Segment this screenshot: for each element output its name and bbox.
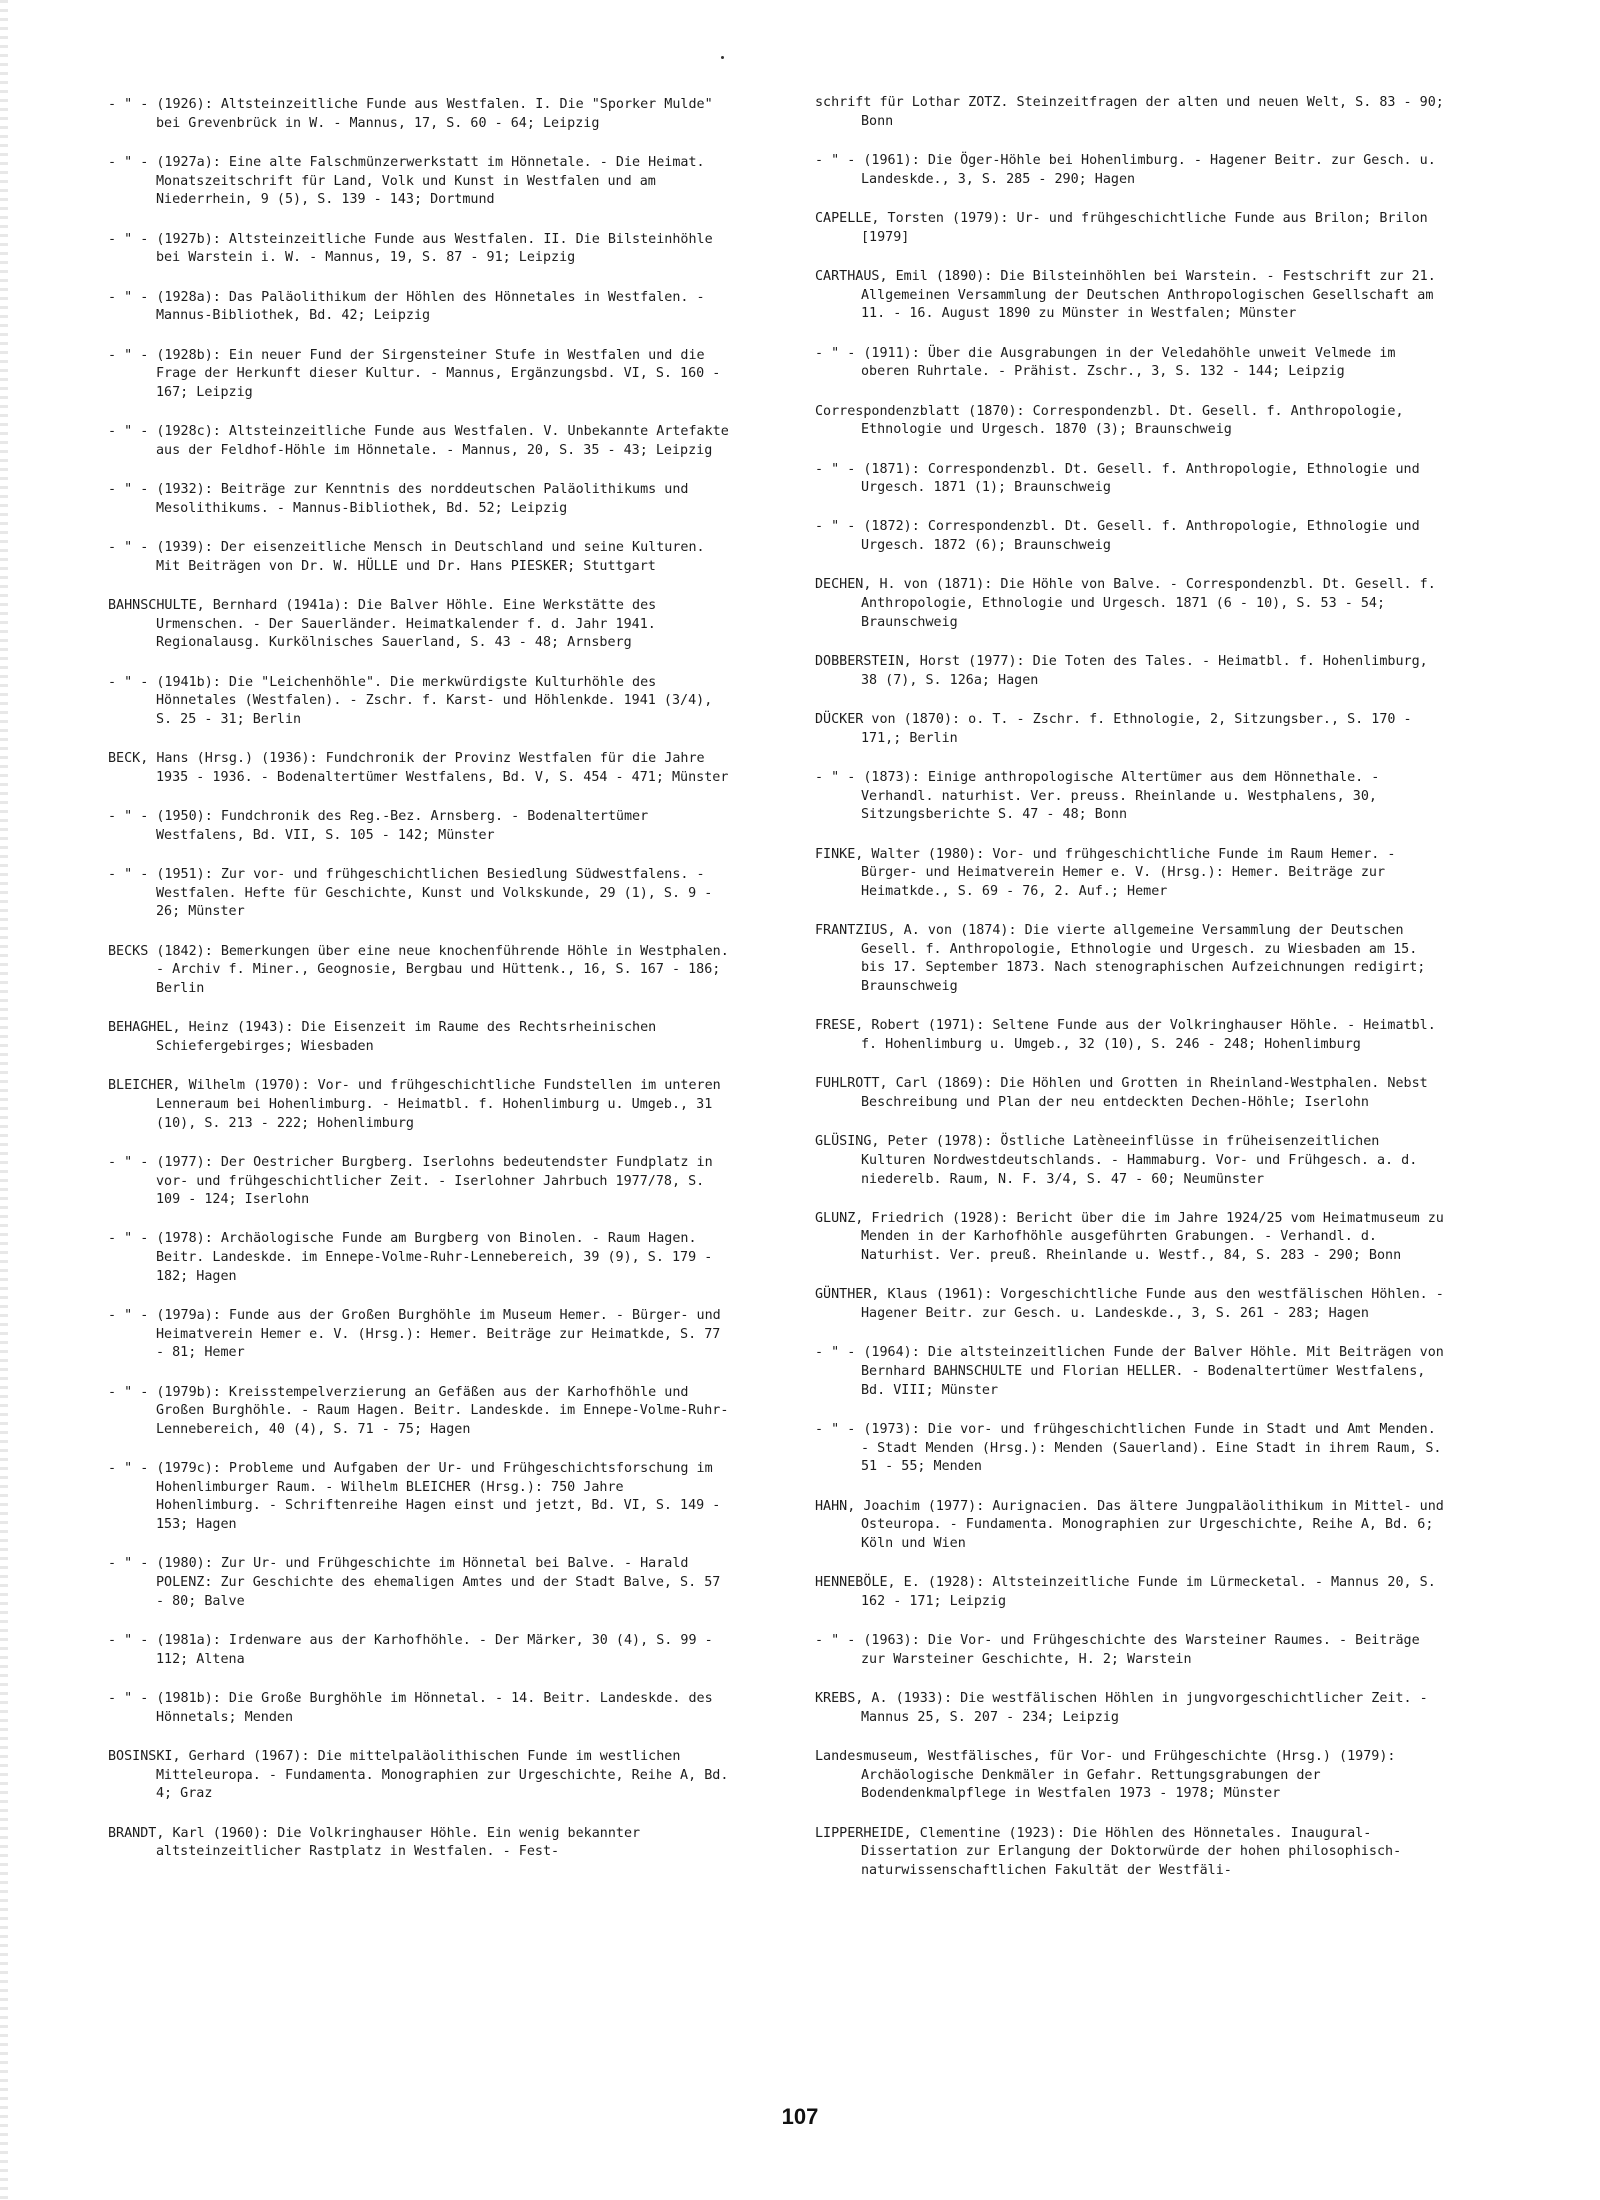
bibliography-entry: DECHEN, H. von (1871): Die Höhle von Balve. - Correspondenzbl. Dt. Gesell. f. Anthropologie, Ethnologie und Urgesch. 1871 (6 - 10), S. 53 - 54; Braunschweig	[815, 577, 1444, 630]
bibliography-entry: - " - (1927a): Eine alte Falschmünzerwerkstatt im Hönnetale. - Die Heimat. Monatszeitschrift für Land, Volk und Kunst in Westfalen und am Niederrhein, 9 (5), S. 139 - 143; Dortmund	[108, 154, 713, 208]
bibliography-entry: - " - (1973): Die vor- und frühgeschichtlichen Funde in Stadt und Amt Menden. - Stadt Menden (Hrsg.): Menden (Sauerland). Eine Stadt in ihrem Raum, S. 51 - 55; Menden	[815, 1422, 1450, 1475]
bibliography-entry: - " - (1981b): Die Große Burghöhle im Hönnetal. - 14. Beitr. Landeskde. des Hönnetals; Menden	[108, 1690, 721, 1725]
bibliography-entry: - " - (1979c): Probleme und Aufgaben der Ur- und Frühgeschichtsforschung im Hohenlimburger Raum. - Wilhelm BLEICHER (Hrsg.): 750 Jahre Hohenlimburg. - Schriftenreihe Hagen einst und jetzt, Bd. VI, S. 149 - 153; Hagen	[108, 1461, 729, 1532]
bibliography-entry: - " - (1932): Beiträge zur Kenntnis des norddeutschen Paläolithikums und Mesolithikums. - Mannus-Bibliothek, Bd. 52; Leipzig	[108, 482, 697, 516]
bibliography-entry: - " - (1964): Die altsteinzeitlichen Funde der Balver Höhle. Mit Beiträgen von Bernhard BAHNSCHULTE und Florian HELLER. - Bodenaltertümer Westfalens, Bd. VIII; Münster	[815, 1345, 1452, 1398]
bibliography-entry: - " - (1939): Der eisenzeitliche Mensch in Deutschland und seine Kulturen. Mit Beiträgen von Dr. W. HÜLLE und Dr. Hans PIESKER; Stuttgart	[108, 540, 713, 574]
bibliography-entry: - " - (1941b): Die "Leichenhöhle". Die merkwürdigste Kulturhöhle des Hönnetales (Westfalen). - Zschr. f. Karst- und Höhlenkde. 1941 (3/4), S. 25 - 31; Berlin	[108, 674, 721, 727]
bibliography-entry: - " - (1871): Correspondenzbl. Dt. Gesell. f. Anthropologie, Ethnologie und Urgesch. 1871 (1); Braunschweig	[815, 461, 1428, 496]
bibliography-entry: - " - (1963): Die Vor- und Frühgeschichte des Warsteiner Raumes. - Beiträge zur Warsteiner Geschichte, H. 2; Warstein	[815, 1633, 1428, 1667]
bibliography-entry: DÜCKER von (1870): o. T. - Zschr. f. Ethnologie, 2, Sitzungsber., S. 170 - 171,; Berlin	[815, 712, 1420, 746]
bibliography-entry: - " - (1951): Zur vor- und frühgeschichtlichen Besiedlung Südwestfalens. - Westfalen. Hefte für Geschichte, Kunst und Volkskunde, 29 (1), S. 9 - 26; Münster	[108, 867, 721, 920]
bibliography-entry: - " - (1928c): Altsteinzeitliche Funde aus Westfalen. V. Unbekannte Artefakte aus der Feldhof-Höhle im Hönnetale. - Mannus, 20, S. 35 - 43; Leipzig	[108, 424, 737, 458]
page-number: 107	[781, 2104, 819, 2129]
bibliography-entry: Landesmuseum, Westfälisches, für Vor- und Frühgeschichte (Hrsg.) (1979): Archäologische Denkmäler in Gefahr. Rettungsgrabungen der Bodendenkmalpflege in Westfalen 1973 - 1978; Münster	[815, 1749, 1404, 1802]
bibliography-entry: Correspondenzblatt (1870): Correspondenzbl. Dt. Gesell. f. Anthropologie, Ethnologie und Urgesch. 1870 (3); Braunschweig	[815, 403, 1412, 438]
bibliography-entry: - " - (1927b): Altsteinzeitliche Funde aus Westfalen. II. Die Bilsteinhöhle bei Warstein i. W. - Mannus, 19, S. 87 - 91; Leipzig	[108, 231, 721, 266]
bibliography-entry: - " - (1926): Altsteinzeitliche Funde aus Westfalen. I. Die "Sporker Mulde" bei Grevenbrück in W. - Mannus, 17, S. 60 - 64; Leipzig	[108, 97, 721, 131]
bibliography-entry: BAHNSCHULTE, Bernhard (1941a): Die Balver Höhle. Eine Werkstätte des Urmenschen. - Der Sauerländer. Heimatkalender f. d. Jahr 1941. Regionalausg. Kurkölnisches Sauerland, S. 43 - 48; Arnsberg	[108, 598, 665, 651]
bibliography-entry: CAPELLE, Torsten (1979): Ur- und frühgeschichtliche Funde aus Brilon; Brilon [1979]	[815, 210, 1436, 245]
bibliography-entry: - " - (1981a): Irdenware aus der Karhofhöhle. - Der Märker, 30 (4), S. 99 - 112; Altena	[108, 1632, 721, 1667]
bibliography-entry: - " - (1978): Archäologische Funde am Burgberg von Binolen. - Raum Hagen. Beitr. Landeskde. im Ennepe-Volme-Ruhr-Lennebereich, 39 (9), S. 179 - 182; Hagen	[108, 1231, 721, 1284]
bibliography-entry: BECK, Hans (Hrsg.) (1936): Fundchronik der Provinz Westfalen für die Jahre 1935 - 1936. - Bodenaltertümer Westfalens, Bd. V, S. 454 - 471; Münster	[108, 751, 729, 785]
bibliography-entry: BRANDT, Karl (1960): Die Volkringhauser Höhle. Ein wenig bekannter altsteinzeitlicher Rastplatz in Westfalen. - Fest-	[108, 1825, 649, 1860]
bibliography-entry: LIPPERHEIDE, Clementine (1923): Die Höhlen des Hönnetales. Inaugural-Dissertation zur Erlangung der Doktorwürde der hohen philosophisch-naturwissenschaftlichen Fakultät der Westfäli-	[815, 1825, 1402, 1878]
bibliography-entry: DOBBERSTEIN, Horst (1977): Die Toten des Tales. - Heimatbl. f. Hohenlimburg, 38 (7), S. 126a; Hagen	[815, 654, 1436, 688]
bibliography-entry: - " - (1873): Einige anthropologische Altertümer aus dem Hönnethale. - Verhandl. naturhist. Ver. preuss. Rheinlande u. Westphalens, 30, Sitzungsberichte S. 47 - 48; Bonn	[815, 770, 1388, 823]
bibliography-entry: GLÜSING, Peter (1978): Östliche Latèneeinflüsse in früheisenzeitlichen Kulturen Nordwestdeutschlands. - Hammaburg. Vor- und Frühgesch. a. d. niederelb. Raum, N. F. 3/4, S. 47 - 60; Neumünster	[815, 1134, 1426, 1187]
bibliography-entry: - " - (1928b): Ein neuer Fund der Sirgensteiner Stufe in Westfalen und die Frage der Herkunft dieser Kultur. - Mannus, Ergänzungsbd. VI, S. 160 - 167; Leipzig	[108, 347, 729, 400]
bibliography-entry: FRANTZIUS, A. von (1874): Die vierte allgemeine Versammlung der Deutschen Gesell. f. Anthropologie, Ethnologie und Urgesch. zu Wiesbaden am 15. bis 17. September 1873. Nach stenographischen Aufzeichnungen redigirt; Braunschweig	[815, 923, 1434, 994]
bibliography-entry: - " - (1977): Der Oestricher Burgberg. Iserlohns bedeutendster Fundplatz in vor- und frühgeschichtlicher Zeit. - Iserlohner Jahrbuch 1977/78, S. 109 - 124; Iserlohn	[108, 1154, 721, 1208]
bibliography-entry: GLUNZ, Friedrich (1928): Bericht über die im Jahre 1924/25 vom Heimatmuseum zu Menden in der Karhofhöhle ausgeführten Grabungen. - Verhandl. d. Naturhist. Ver. preuß. Rheinlande u. Westf., 84, S. 283 - 290; Bonn	[815, 1210, 1452, 1264]
bibliography-entry: - " - (1911): Über die Ausgrabungen in der Veledahöhle unweit Velmede im oberen Ruhrtale. - Prähist. Zschr., 3, S. 132 - 144; Leipzig	[815, 345, 1404, 380]
bibliography-entry: schrift für Lothar ZOTZ. Steinzeitfragen der alten und neuen Welt, S. 83 - 90; Bonn	[815, 95, 1452, 129]
scan-speck	[721, 56, 724, 59]
bibliography-entry: - " - (1872): Correspondenzbl. Dt. Gesell. f. Anthropologie, Ethnologie und Urgesch. 1872 (6); Braunschweig	[815, 519, 1428, 554]
bibliography-entry: BECKS (1842): Bemerkungen über eine neue knochenführende Höhle in Westphalen. - Archiv f. Miner., Geognosie, Bergbau und Hüttenk., 16, S. 167 - 186; Berlin	[108, 943, 737, 996]
bibliography-column-right	[815, 94, 1452, 1901]
bibliography-entry: GÜNTHER, Klaus (1961): Vorgeschichtliche Funde aus den westfälischen Höhlen. - Hagener Beitr. zur Gesch. u. Landeskde., 3, S. 261 - 283; Hagen	[815, 1287, 1452, 1322]
bibliography-entry: - " - (1961): Die Öger-Höhle bei Hohenlimburg. - Hagener Beitr. zur Gesch. u. Landeskde., 3, S. 285 - 290; Hagen	[815, 152, 1444, 187]
bibliography-entry: - " - (1979a): Funde aus der Großen Burghöhle im Museum Hemer. - Bürger- und Heimatverein Hemer e. V. (Hrsg.): Hemer. Beiträge zur Heimatkde, S. 77 - 81; Hemer	[108, 1308, 729, 1361]
bibliography-entry: FINKE, Walter (1980): Vor- und frühgeschichtliche Funde im Raum Hemer. - Bürger- und Heimatverein Hemer e. V. (Hrsg.): Hemer. Beiträge zur Heimatkde., S. 69 - 76, 2. Auf.; Hemer	[815, 846, 1404, 899]
bibliography-entry: KREBS, A. (1933): Die westfälischen Höhlen in jungvorgeschichtlicher Zeit. - Mannus 25, S. 207 - 234; Leipzig	[815, 1691, 1436, 1725]
bibliography-entry: BLEICHER, Wilhelm (1970): Vor- und frühgeschichtliche Fundstellen im unteren Lenneraum bei Hohenlimburg. - Heimatbl. f. Hohenlimburg u. Umgeb., 31 (10), S. 213 - 222; Hohenlimburg	[108, 1078, 729, 1131]
bibliography-entry: - " - (1928a): Das Paläolithikum der Höhlen des Hönnetales in Westfalen. - Mannus-Bibliothek, Bd. 42; Leipzig	[108, 289, 713, 324]
bibliography-entry: CARTHAUS, Emil (1890): Die Bilsteinhöhlen bei Warstein. - Festschrift zur 21. Allgemeinen Versammlung der Deutschen Anthropologischen Gesellschaft am 11. - 16. August 1890 zu Münster in Westfalen; Münster	[815, 268, 1444, 322]
bibliography-entry: HAHN, Joachim (1977): Aurignacien. Das ältere Jungpaläolithikum in Mittel- und Osteuropa. - Fundamenta. Monographien zur Urgeschichte, Reihe A, Bd. 6; Köln und Wien	[815, 1498, 1452, 1551]
scan-edge-artifact	[0, 0, 8, 2200]
bibliography-entry: BEHAGHEL, Heinz (1943): Die Eisenzeit im Raume des Rechtsrheinischen Schiefergebirges; Wiesbaden	[108, 1020, 665, 1054]
bibliography-entry: - " - (1950): Fundchronik des Reg.-Bez. Arnsberg. - Bodenaltertümer Westfalens, Bd. VII, S. 105 - 142; Münster	[108, 809, 657, 843]
bibliography-entry: HENNEBÖLE, E. (1928): Altsteinzeitliche Funde im Lürmecketal. - Mannus 20, S. 162 - 171; Leipzig	[815, 1575, 1444, 1609]
bibliography-column-left	[108, 96, 737, 1883]
bibliography-entry: - " - (1980): Zur Ur- und Frühgeschichte im Hönnetal bei Balve. - Harald POLENZ: Zur Geschichte des ehemaligen Amtes und der Stadt Balve, S. 57 - 80; Balve	[108, 1556, 729, 1609]
bibliography-entry: FRESE, Robert (1971): Seltene Funde aus der Volkringhauser Höhle. - Heimatbl. f. Hohenlimburg u. Umgeb., 32 (10), S. 246 - 248; Hohenlimburg	[815, 1018, 1444, 1052]
bibliography-entry: - " - (1979b): Kreisstempelverzierung an Gefäßen aus der Karhofhöhle und Großen Burghöhle. - Raum Hagen. Beitr. Landeskde. im Ennepe-Volme-Ruhr-Lennebereich, 40 (4), S. 71 - 75; Hagen	[108, 1384, 729, 1437]
bibliography-entry: BOSINSKI, Gerhard (1967): Die mittelpaläolithischen Funde im westlichen Mitteleuropa. - Fundamenta. Monographien zur Urgeschichte, Reihe A, Bd. 4; Graz	[108, 1748, 737, 1802]
bibliography-entry: FUHLROTT, Carl (1869): Die Höhlen und Grotten in Rheinland-Westphalen. Nebst Beschreibung und Plan der neu entdeckten Dechen-Höhle; Iserlohn	[815, 1076, 1436, 1110]
